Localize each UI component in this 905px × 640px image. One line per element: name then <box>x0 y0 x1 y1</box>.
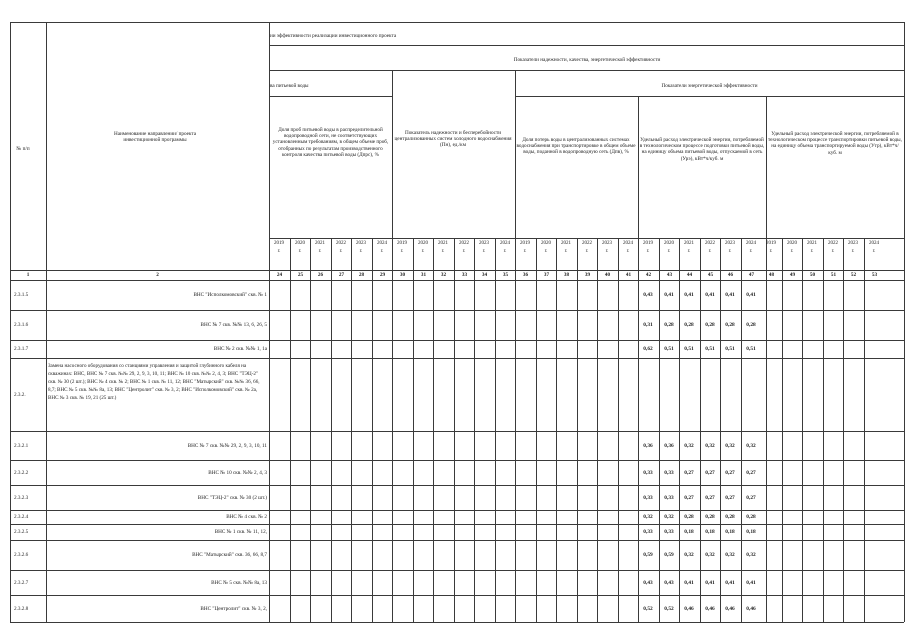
col-number: 36 <box>522 272 529 278</box>
row-name: ВНС "Центролит" скв. № 3, 2, <box>200 606 267 612</box>
energy-value-cell: 0,41 <box>725 580 735 586</box>
energy-value-cell: 0,41 <box>684 580 694 586</box>
grid-line <box>269 238 904 239</box>
energy-value-cell: 0,32 <box>705 443 715 449</box>
row-border <box>10 431 904 432</box>
row-number: 2.3.2. <box>14 392 26 398</box>
grid-line <box>515 96 516 622</box>
energy-value-cell: 0,33 <box>664 495 674 501</box>
year-label: 2019 <box>397 241 407 246</box>
year-suffix: г. <box>626 249 630 254</box>
energy-value-cell: 0,28 <box>725 322 735 328</box>
energy-value-cell: 0,28 <box>684 322 694 328</box>
year-label: 2019 <box>766 241 776 246</box>
indicator-water-losses: Доля потерь воды в централизованных системах водоснабжения при транспортировке в общем объеме воды, поданной в водопроводную сеть (Дпв), % <box>516 137 636 156</box>
energy-value-cell: 0,51 <box>725 346 735 352</box>
col-number: 42 <box>645 272 652 278</box>
grid-line <box>495 238 496 622</box>
col-number: 35 <box>502 272 509 278</box>
energy-value-cell: 0,32 <box>746 443 756 449</box>
energy-value-cell: 0,41 <box>684 292 694 298</box>
col-number: 38 <box>563 272 570 278</box>
grid-line <box>536 238 537 622</box>
grid-line <box>269 70 904 71</box>
energy-value-cell: 0,43 <box>664 580 674 586</box>
col-number: 26 <box>317 272 324 278</box>
col-number: 33 <box>461 272 468 278</box>
row-border <box>10 340 904 341</box>
year-label: 2022 <box>459 241 469 246</box>
col-number: 51 <box>830 272 837 278</box>
row-border <box>10 510 904 511</box>
energy-value-cell: 0,18 <box>684 529 694 535</box>
energy-value-cell: 0,18 <box>746 529 756 535</box>
year-suffix: г. <box>687 249 691 254</box>
energy-value-cell: 0,51 <box>664 346 674 352</box>
grid-line <box>372 238 373 622</box>
row-border <box>10 540 904 541</box>
col-number: 32 <box>440 272 447 278</box>
year-suffix: г. <box>359 249 363 254</box>
row-name: ВНС № 4 скв. № 2 <box>226 514 267 520</box>
year-suffix: г. <box>462 249 466 254</box>
energy-value-cell: 0,32 <box>705 552 715 558</box>
year-suffix: г. <box>482 249 486 254</box>
row-number: 2.3.1.5 <box>14 292 29 298</box>
year-label: 2021 <box>684 241 694 246</box>
energy-value-cell: 0,33 <box>643 529 653 535</box>
col-number: 40 <box>604 272 611 278</box>
energy-value-cell: 0,51 <box>746 346 756 352</box>
year-label: 2020 <box>541 241 551 246</box>
col-number: 31 <box>420 272 427 278</box>
energy-value-cell: 0,27 <box>684 470 694 476</box>
year-suffix: г. <box>790 249 794 254</box>
grid-line <box>515 70 516 96</box>
col-number: 25 <box>297 272 304 278</box>
energy-header: Показатели энергетической эффективности <box>661 83 758 89</box>
row-number: 2.3.2.7 <box>14 580 29 586</box>
year-label: 2023 <box>356 241 366 246</box>
col-name-header: Наименование направлении/ проекта инвестиционной программы <box>113 131 197 144</box>
row-number: 2.3.2.5 <box>14 529 29 535</box>
grid-line <box>351 238 352 622</box>
row-name: ВНС "Матырский" скв. 36, 66, 8,7 <box>192 552 267 558</box>
grid-line <box>864 238 865 622</box>
table-bottom-border <box>10 622 904 623</box>
top-header: ии эффективности реализации инвестиционного проекта <box>270 33 397 39</box>
energy-value-cell: 0,27 <box>725 495 735 501</box>
row-border <box>10 570 904 571</box>
year-label: 2023 <box>725 241 735 246</box>
year-label: 2021 <box>438 241 448 246</box>
year-label: 2021 <box>807 241 817 246</box>
grid-line <box>392 70 393 622</box>
year-label: 2024 <box>500 241 510 246</box>
energy-value-cell: 0,36 <box>664 443 674 449</box>
table-left-border <box>10 22 11 622</box>
year-label: 2020 <box>418 241 428 246</box>
grid-line <box>597 238 598 622</box>
year-label: 2020 <box>664 241 674 246</box>
energy-value-cell: 0,46 <box>725 606 735 612</box>
year-suffix: г. <box>400 249 404 254</box>
row-name: ВНС "ТЭЦ-2" скв. № 30 (2 шт.) <box>197 495 267 501</box>
row-number: 2.3.2.1 <box>14 443 29 449</box>
energy-value-cell: 0,36 <box>643 443 653 449</box>
grid-line <box>638 96 639 622</box>
row-number: 2.3.1.7 <box>14 346 29 352</box>
col-number: 52 <box>850 272 857 278</box>
energy-value-cell: 0,28 <box>746 322 756 328</box>
year-suffix: г. <box>523 249 527 254</box>
row-number: 2.3.1.6 <box>14 322 29 328</box>
col-number: 43 <box>666 272 673 278</box>
col-number: 34 <box>481 272 488 278</box>
energy-value-cell: 0,18 <box>705 529 715 535</box>
row-border <box>10 358 904 359</box>
year-suffix: г. <box>544 249 548 254</box>
grid-line <box>331 238 332 622</box>
grid-line <box>577 238 578 622</box>
energy-value-cell: 0,32 <box>725 552 735 558</box>
grid-line <box>515 96 904 97</box>
col-number: 44 <box>686 272 693 278</box>
energy-value-cell: 0,28 <box>705 322 715 328</box>
row-name: Замена насосного оборудования со станциями управления и защитой глубинного кабеля на скважинах: ВНС, ВНС № 7 скв. №№ 29, 2, 9, 3, 10, 11; ВНС № 10 скв. №№ 2, 4, 3; ВНС "ТЭЦ-2" скв. № 30 (2 шт.); ВНС № 4 скв. № 2; ВНС № 1 скв. № 11, 12; ВНС "Матырский" скв. №№ 36, 66, 8,7; ВНС № 5 скв. №№ 8а, 13; ВНС "Центролит" скв. № 3, 2; ВНС "Исполкомовский" скв. № 2а, ВНС № 3 скв. № 19, 21 (25 шт.) <box>48 363 260 401</box>
energy-value-cell: 0,28 <box>725 514 735 520</box>
row-name: ВНС № 5 скв. №№ 8а, 13 <box>211 580 267 586</box>
col-number: 24 <box>276 272 283 278</box>
grid-line <box>618 238 619 622</box>
col-number: 1 <box>26 272 30 278</box>
year-suffix: г. <box>831 249 835 254</box>
row-name: ВНС "Исполкомовский" скв. № 1 <box>193 292 267 298</box>
row-name: ВНС № 2 скв. №№ 1, 1а <box>213 346 267 352</box>
row-number: 2.3.2.8 <box>14 606 29 612</box>
year-suffix: г. <box>872 249 876 254</box>
grid-line <box>454 238 455 622</box>
year-label: 2020 <box>787 241 797 246</box>
energy-value-cell: 0,32 <box>664 514 674 520</box>
row-number: 2.3.2.4 <box>14 514 29 520</box>
year-suffix: г. <box>851 249 855 254</box>
energy-value-cell: 0,27 <box>725 470 735 476</box>
col-number: 49 <box>789 272 796 278</box>
row-name: ВНС № 7 скв. №№ 29, 2, 9, 3, 10, 11 <box>187 443 267 449</box>
col-number: 53 <box>871 272 878 278</box>
col-number: 46 <box>727 272 734 278</box>
year-suffix: г. <box>667 249 671 254</box>
year-suffix: г. <box>503 249 507 254</box>
year-label: 2022 <box>582 241 592 246</box>
energy-value-cell: 0,27 <box>705 470 715 476</box>
energy-value-cell: 0,41 <box>705 292 715 298</box>
row-number: 2.3.2.3 <box>14 495 29 501</box>
year-label: 2021 <box>315 241 325 246</box>
year-suffix: г. <box>585 249 589 254</box>
year-label: 2024 <box>869 241 879 246</box>
year-suffix: г. <box>769 249 773 254</box>
quality-header: ва питьевой воды <box>270 83 309 89</box>
grid-line <box>766 96 767 622</box>
indicator-energy-preparation: Удельный расход электрической энергии, потребляемой в технологическом процессе подготовки питьевой воды, на единицу объема питьевой воды, отпускаемой в сеть (Урэ), кВт*ч/куб. м <box>639 137 765 162</box>
year-label: 2019 <box>274 241 284 246</box>
indicator-energy-transport: Удельный расход электрической энергии, потребляемой в технологическом процессе транспортировки питьевой воды, на единицу объема транспортируемой воды (Утр), кВт*ч/куб. м <box>768 131 902 156</box>
col-number: 30 <box>399 272 406 278</box>
year-label: 2022 <box>828 241 838 246</box>
grid-line <box>413 238 414 622</box>
year-suffix: г. <box>277 249 281 254</box>
col-number: 41 <box>625 272 632 278</box>
energy-value-cell: 0,33 <box>664 529 674 535</box>
grid-line <box>269 45 904 46</box>
energy-value-cell: 0,33 <box>643 495 653 501</box>
energy-value-cell: 0,31 <box>643 322 653 328</box>
year-suffix: г. <box>318 249 322 254</box>
col-number: 27 <box>338 272 345 278</box>
energy-value-cell: 0,52 <box>664 606 674 612</box>
row-border <box>10 524 904 525</box>
grid-line <box>782 238 783 622</box>
row-border <box>10 595 904 596</box>
energy-value-cell: 0,28 <box>684 514 694 520</box>
year-label: 2023 <box>602 241 612 246</box>
energy-value-cell: 0,27 <box>746 470 756 476</box>
year-label: 2023 <box>848 241 858 246</box>
year-suffix: г. <box>298 249 302 254</box>
grid-line <box>802 238 803 622</box>
year-suffix: г. <box>380 249 384 254</box>
energy-value-cell: 0,27 <box>684 495 694 501</box>
year-suffix: г. <box>564 249 568 254</box>
row-border <box>10 280 904 281</box>
energy-value-cell: 0,32 <box>684 552 694 558</box>
grid-line <box>433 238 434 622</box>
year-label: 2019 <box>643 241 653 246</box>
energy-value-cell: 0,46 <box>705 606 715 612</box>
energy-value-cell: 0,18 <box>725 529 735 535</box>
row-border <box>10 485 904 486</box>
col-number: 2 <box>156 272 159 278</box>
energy-value-cell: 0,27 <box>705 495 715 501</box>
grid-line <box>474 238 475 622</box>
row-border <box>10 460 904 461</box>
row-name: ВНС № 7 скв. №№ 13, 6, 26, 5 <box>200 322 267 328</box>
year-suffix: г. <box>646 249 650 254</box>
col-number: 45 <box>707 272 714 278</box>
energy-value-cell: 0,41 <box>746 580 756 586</box>
grid-line <box>556 238 557 622</box>
year-label: 2020 <box>295 241 305 246</box>
energy-value-cell: 0,52 <box>643 606 653 612</box>
energy-value-cell: 0,32 <box>746 552 756 558</box>
year-suffix: г. <box>441 249 445 254</box>
indicators-header: Показатели надежности, качества, энергетической эффективности <box>513 57 661 63</box>
grid-line <box>290 238 291 622</box>
col-number: 50 <box>809 272 816 278</box>
energy-value-cell: 0,59 <box>664 552 674 558</box>
energy-value-cell: 0,59 <box>643 552 653 558</box>
col-number: 28 <box>358 272 365 278</box>
energy-value-cell: 0,28 <box>705 514 715 520</box>
year-label: 2024 <box>623 241 633 246</box>
energy-value-cell: 0,28 <box>746 514 756 520</box>
col-number: 37 <box>543 272 550 278</box>
row-number: 2.3.2.6 <box>14 552 29 558</box>
indicator-reliability: Показатель надежности и бесперебойности централизованных систем холодного водоснабжения (Пн), ед./км <box>394 130 512 149</box>
energy-value-cell: 0,41 <box>725 292 735 298</box>
energy-value-cell: 0,32 <box>643 514 653 520</box>
year-label: 2024 <box>377 241 387 246</box>
energy-value-cell: 0,32 <box>684 443 694 449</box>
energy-value-cell: 0,46 <box>684 606 694 612</box>
col-number: 47 <box>748 272 755 278</box>
row-border <box>10 310 904 311</box>
energy-value-cell: 0,43 <box>643 580 653 586</box>
year-label: 2021 <box>561 241 571 246</box>
grid-line <box>10 270 904 271</box>
energy-value-cell: 0,32 <box>725 443 735 449</box>
row-name: ВНС № 10 скв. №№ 2, 4, 3 <box>208 470 267 476</box>
col-no-header: № п/п <box>16 146 30 152</box>
energy-value-cell: 0,41 <box>664 292 674 298</box>
year-label: 2022 <box>705 241 715 246</box>
year-label: 2022 <box>336 241 346 246</box>
grid-line <box>269 22 270 622</box>
year-label: 2024 <box>746 241 756 246</box>
energy-value-cell: 0,46 <box>746 606 756 612</box>
energy-value-cell: 0,41 <box>746 292 756 298</box>
grid-line <box>310 238 311 622</box>
energy-value-cell: 0,62 <box>643 346 653 352</box>
year-suffix: г. <box>728 249 732 254</box>
year-label: 2023 <box>479 241 489 246</box>
row-name: ВНС № 1 скв. № 11, 12, <box>214 529 267 535</box>
year-suffix: г. <box>810 249 814 254</box>
grid-line <box>843 238 844 622</box>
grid-line <box>823 238 824 622</box>
energy-value-cell: 0,27 <box>746 495 756 501</box>
table-top-border <box>10 22 904 23</box>
energy-value-cell: 0,33 <box>643 470 653 476</box>
year-suffix: г. <box>605 249 609 254</box>
energy-value-cell: 0,33 <box>664 470 674 476</box>
year-suffix: г. <box>421 249 425 254</box>
energy-value-cell: 0,41 <box>705 580 715 586</box>
col-number: 39 <box>584 272 591 278</box>
year-suffix: г. <box>339 249 343 254</box>
energy-value-cell: 0,43 <box>643 292 653 298</box>
col-number: 48 <box>768 272 775 278</box>
energy-value-cell: 0,28 <box>664 322 674 328</box>
grid-line <box>269 96 392 97</box>
indicator-quality-samples: Доля проб питьевой воды в распределительной водопроводной сети, не соответствующих установленным требованиям, в общем объеме проб, отобранных по результатам производственного контроля качества питьевой воды (Дпрс), % <box>272 127 389 158</box>
row-number: 2.3.2.2 <box>14 470 29 476</box>
energy-value-cell: 0,51 <box>684 346 694 352</box>
year-suffix: г. <box>749 249 753 254</box>
year-label: 2019 <box>520 241 530 246</box>
year-suffix: г. <box>708 249 712 254</box>
col-number: 29 <box>379 272 386 278</box>
energy-value-cell: 0,51 <box>705 346 715 352</box>
